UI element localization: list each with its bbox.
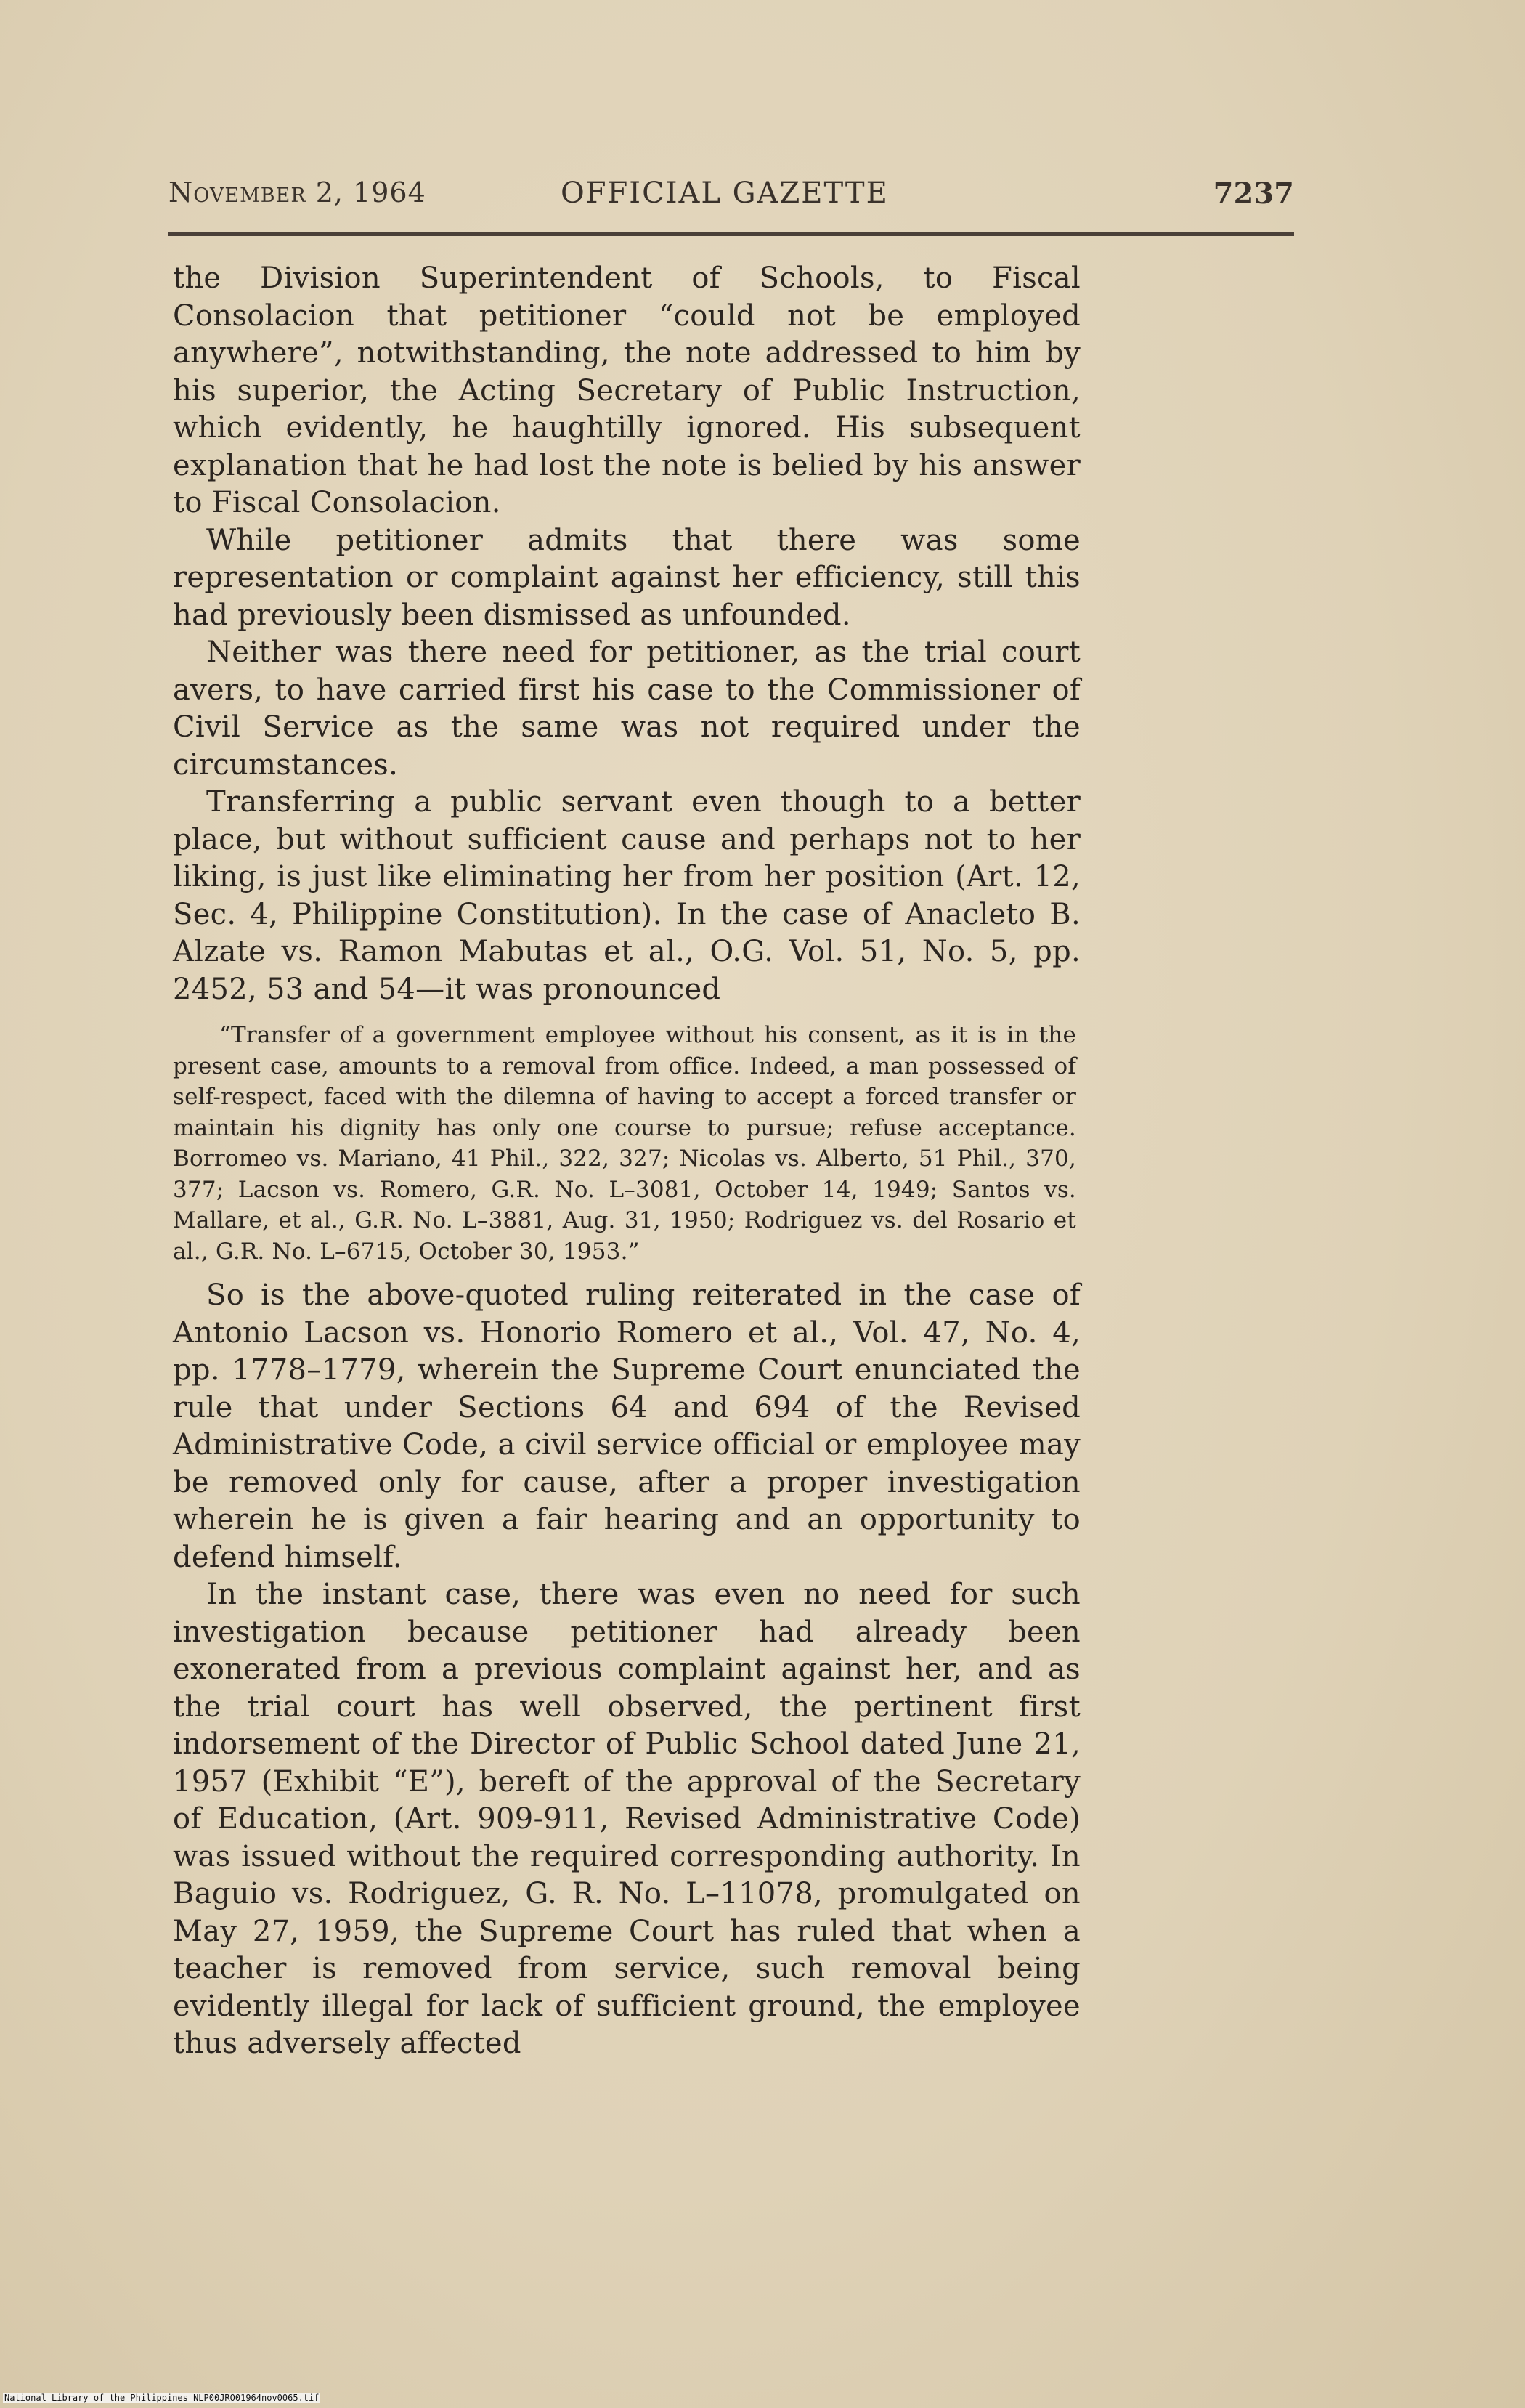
page-header (168, 177, 1294, 220)
header-title: OFFICIAL GAZETTE (561, 177, 889, 210)
scan-footer: National Library of the Philippines NLP00JRO01964nov0065.tif (4, 2393, 320, 2403)
paragraph-5: So is the above-quoted ruling reiterated in the case of Antonio Lacson vs. Honorio Romero et al., Vol. 47, No. 4, pp. 1778–1779, wherein the Supreme Court enunciated the rule that under Sections 64 and 694 of the Revised Administrative Code, a civil service official or employee may be removed only for cause, after a proper investigation wherein he is given a fair hearing and an opportunity to defend himself. (173, 1278, 1081, 1574)
paragraph-1: the Division Superintendent of Schools, to Fiscal Consolacion that petitioner “could not be employed anywhere”, notwithstanding, the note addressed to him by his superior, the Acting Secretary of Public Instruction, which evidently, he haughtilly ignored. His subsequent explanation that he had lost the note is belied by his answer to Fiscal Consolacion. (173, 262, 1081, 519)
body-text (173, 260, 1081, 2063)
quote-text: “Transfer of a government employee without his consent, as it is in the present case, amounts to a removal from office. Indeed, a man possessed of self-respect, faced with the dilemna of having to accept a forced transfer or maintain his dignity has only one course to pursue; refuse acceptance. Borromeo vs. Mariano, 41 Phil., 322, 327; Nicolas vs. Alberto, 51 Phil., 370, 377; Lacson vs. Romero, G.R. No. L–3081, October 14, 1949; Santos vs. Mallare, et al., G.R. No. L–3881, Aug. 31, 1950; Rodriguez vs. del Rosario et al., G.R. No. L–6715, October 30, 1953.” (173, 1022, 1076, 1265)
paragraph-3: Neither was there need for petitioner, as the trial court avers, to have carried first his case to the Commissioner of Civil Service as the same was not required under the circumstances. (173, 636, 1081, 782)
header-date: November 2, 1964 (168, 177, 426, 208)
page-number: 7237 (1213, 177, 1294, 211)
paragraph-6: In the instant case, there was even no need for such investigation because petitioner had already been exonerated from a previous complaint against her, and as the trial court has well observed, the pertinent first indorsement of the Director of Public School dated June 21, 1957 (Exhibit “E”), bereft of the approval of the Secretary of Education, (Art. 909-911, Revised Administrative Code) was issued without the required corresponding authority. In Baguio vs. Rodriguez, G. R. No. L–11078, promulgated on May 27, 1959, the Supreme Court has ruled that when a teacher is removed from service, such removal being evidently illegal for lack of sufficient ground, the employee thus adversely affected (173, 1578, 1081, 2060)
block-quote (173, 1020, 1076, 1267)
paragraph-2: While petitioner admits that there was some representation or complaint against her efficiency, still this had previously been dismissed as unfounded. (173, 523, 1081, 632)
header-rule (168, 232, 1294, 236)
paragraph-4: Transferring a public servant even though to a better place, but without sufficient cause and perhaps not to her liking, is just like eliminating her from her position (Art. 12, Sec. 4, Philippine Constitution). In the case of Anacleto B. Alzate vs. Ramon Mabutas et al., O.G. Vol. 51, No. 5, pp. 2452, 53 and 54—it was pronounced (173, 785, 1081, 1006)
